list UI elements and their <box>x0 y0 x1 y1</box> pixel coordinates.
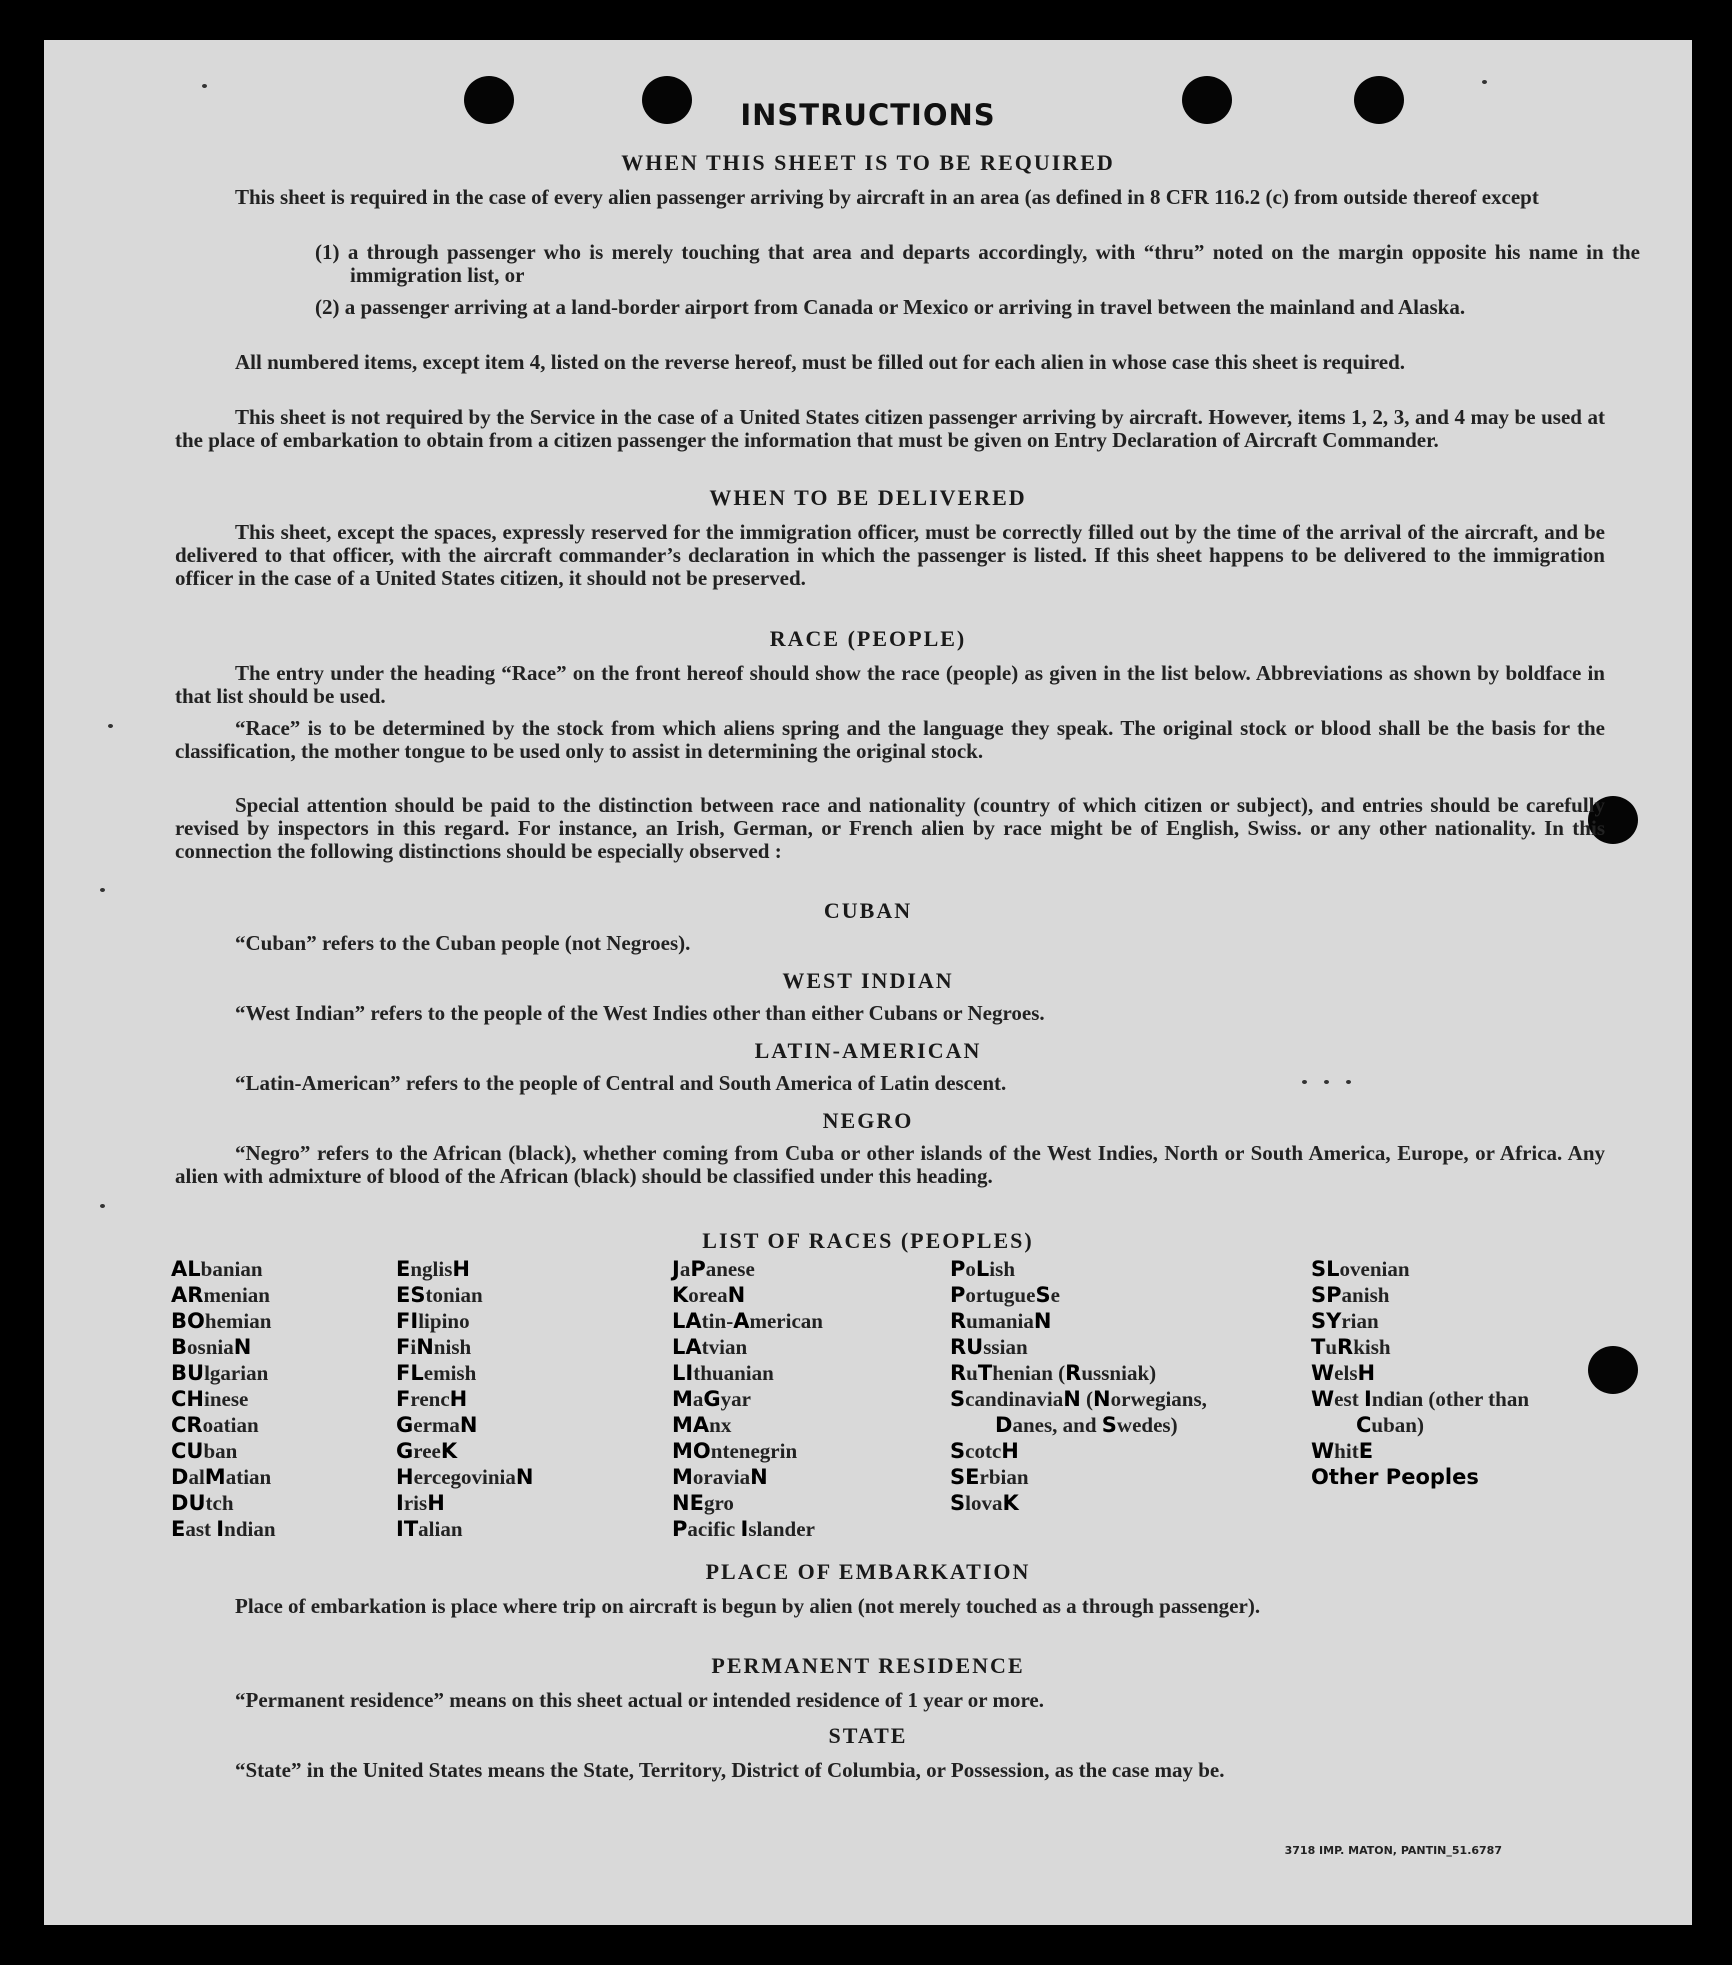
race-list-item: SErbian <box>950 1465 1029 1489</box>
section-heading-race-list: LIST OF RACES (PEOPLES) <box>702 1228 1034 1253</box>
race-list-item: IrisH <box>396 1491 445 1515</box>
race-list-item: ScotcH <box>950 1439 1019 1463</box>
race-list-item: BUlgarian <box>171 1361 269 1385</box>
required-exception-2: (2) a passenger arriving at a land-border airport from Canada or Mexico or arriving in travel between the mainland and Alaska. <box>315 295 1466 319</box>
required-numbered-items: All numbered items, except item 4, listed on the reverse hereof, must be filled out for each alien in whose case this sheet is required. <box>235 350 1406 374</box>
race-list-item: LAtin-American <box>672 1309 823 1333</box>
race-list-item: RumaniaN <box>950 1309 1052 1333</box>
race-list-item: ARmenian <box>171 1283 270 1307</box>
latin-american-text: “Latin-American” refers to the people of Central and South America of Latin descent. <box>235 1071 1007 1095</box>
race-list-item: West Indian (other than Cuban) <box>1311 1387 1530 1437</box>
race-list-item: DalMatian <box>171 1465 272 1489</box>
section-heading-race: RACE (PEOPLE) <box>769 626 967 651</box>
section-heading-state: STATE <box>828 1723 908 1748</box>
race-list-item: ScandinaviaN (Norwegians, Danes, and Swedes) <box>950 1387 1207 1437</box>
race-list-item: WelsH <box>1311 1361 1376 1385</box>
race-list-item: MoraviaN <box>672 1465 768 1489</box>
section-heading-west-indian: WEST INDIAN <box>782 968 954 993</box>
race-list-item: FiNnish <box>396 1335 472 1359</box>
race-list-item: KoreaN <box>672 1283 746 1307</box>
race-list-item: DUtch <box>171 1491 234 1515</box>
race-list-item: NEgro <box>672 1491 734 1515</box>
race-list-item: Pacific Islander <box>672 1517 815 1541</box>
race-list-item: FLemish <box>396 1361 477 1385</box>
section-heading-required: WHEN THIS SHEET IS TO BE REQUIRED <box>621 150 1115 175</box>
race-paragraph-3: Special attention should be paid to the distinction between race and nationality (country of which citizen or subject), and entries should be carefully revised by inspectors in this regard. For instance, an Irish, German, or French alien by race might be of English, Swiss. or any other nationality. In this connection the following distinctions should be especially observed : <box>175 793 1605 863</box>
negro-text: “Negro” refers to the African (black), whether coming from Cuba or other islands of the West Indies, North or South America, Europe, or Africa. Any alien with admixture of blood of the African (black) should be classified under this heading. <box>175 1141 1605 1188</box>
race-list-item: RUssian <box>950 1335 1028 1359</box>
race-list-item: Other Peoples <box>1311 1465 1479 1489</box>
race-list-item: CRoatian <box>171 1413 259 1437</box>
race-list-item: ALbanian <box>171 1257 263 1281</box>
section-heading-residence: PERMANENT RESIDENCE <box>711 1653 1025 1678</box>
race-list-column-1 <box>171 1256 391 1542</box>
race-list-item: GermaN <box>396 1413 478 1437</box>
race-list-item: EStonian <box>396 1283 483 1307</box>
race-paragraph-2: “Race” is to be determined by the stock from which aliens spring and the language they speak. The original stock or blood shall be the basis for the classification, the mother tongue to be used only to assist in determining the original stock. <box>175 716 1605 763</box>
race-list-item: BOhemian <box>171 1309 272 1333</box>
race-list-item: CUban <box>171 1439 238 1463</box>
race-list-item: PoLish <box>950 1257 1016 1281</box>
race-list-item: JaPanese <box>672 1257 755 1281</box>
race-list-item: SYrian <box>1311 1309 1379 1333</box>
race-list-item: ITalian <box>396 1517 463 1541</box>
section-heading-latin-american: LATIN-AMERICAN <box>754 1038 982 1063</box>
section-heading-negro: NEGRO <box>822 1108 914 1133</box>
race-list-item: EnglisH <box>396 1257 470 1281</box>
race-list-item: LAtvian <box>672 1335 748 1359</box>
race-list-item: SPanish <box>1311 1283 1390 1307</box>
punch-hole <box>1588 1346 1638 1394</box>
required-intro: This sheet is required in the case of every alien passenger arriving by aircraft in an area (as defined in 8 CFR 116.2 (c) from outside thereof except <box>235 185 1539 209</box>
section-heading-delivered: WHEN TO BE DELIVERED <box>709 485 1027 510</box>
race-list-item: East Indian <box>171 1517 276 1541</box>
race-list-column-2 <box>396 1256 656 1542</box>
required-citizen-note: This sheet is not required by the Service in the case of a United States citizen passenger arriving by aircraft. However, items 1, 2, 3, and 4 may be used at the place of embarkation to obtain from a citizen passenger the information that must be given on Entry Declaration of Aircraft Commander. <box>175 405 1605 452</box>
race-list-column-4 <box>950 1256 1240 1516</box>
race-list-item: BosniaN <box>171 1335 252 1359</box>
race-list-item: LIthuanian <box>672 1361 774 1385</box>
embarkation-text: Place of embarkation is place where trip on aircraft is begun by alien (not merely touched as a through passenger). <box>235 1594 1261 1618</box>
race-list-item: HercegoviniaN <box>396 1465 534 1489</box>
required-exception-1: (1) a through passenger who is merely touching that area and departs accordingly, with “thru” noted on the margin opposite his name in the immigration list, or <box>315 240 1640 287</box>
race-list-item: SLovenian <box>1311 1257 1410 1281</box>
race-list-item: MOntenegrin <box>672 1439 798 1463</box>
race-list-item: CHinese <box>171 1387 249 1411</box>
state-text: “State” in the United States means the State, Territory, District of Columbia, or Possession, as the case may be. <box>235 1758 1225 1782</box>
race-list-item: MaGyar <box>672 1387 751 1411</box>
document-sheet <box>44 40 1692 1925</box>
west-indian-text: “West Indian” refers to the people of the West Indies other than either Cubans or Negroes. <box>235 1001 1045 1025</box>
race-list-item: RuThenian (Russniak) <box>950 1361 1157 1385</box>
race-list-item: GreeK <box>396 1439 458 1463</box>
race-list-item: FIlipino <box>396 1309 470 1333</box>
race-list-item: WhitE <box>1311 1439 1374 1463</box>
document-title: INSTRUCTIONS <box>740 98 996 132</box>
printer-imprint: 3718 IMP. MATON, PANTIN_51.6787 <box>1284 1844 1502 1857</box>
race-list-item: PortugueSe <box>950 1283 1060 1307</box>
race-list-item: TuRkish <box>1311 1335 1391 1359</box>
race-paragraph-1: The entry under the heading “Race” on the front hereof should show the race (people) as given in the list below. Abbreviations as shown by boldface in that list should be used. <box>175 661 1605 708</box>
section-heading-cuban: CUBAN <box>823 898 913 923</box>
residence-text: “Permanent residence” means on this sheet actual or intended residence of 1 year or more. <box>235 1688 1044 1712</box>
section-heading-embarkation: PLACE OF EMBARKATION <box>705 1559 1031 1584</box>
race-list-item: SlovaK <box>950 1491 1019 1515</box>
race-list-column-5 <box>1311 1256 1561 1490</box>
race-list-column-3 <box>672 1256 932 1542</box>
cuban-text: “Cuban” refers to the Cuban people (not Negroes). <box>235 931 691 955</box>
race-list-item: FrencH <box>396 1387 468 1411</box>
delivered-text: This sheet, except the spaces, expressly reserved for the immigration officer, must be correctly filled out by the time of the arrival of the aircraft, and be delivered to that officer, with the aircraft commander’s declaration in which the passenger is listed. If this sheet happens to be delivered to the immigration officer in the case of a United States citizen, it should not be preserved. <box>175 520 1605 590</box>
race-list-item: MAnx <box>672 1413 732 1437</box>
